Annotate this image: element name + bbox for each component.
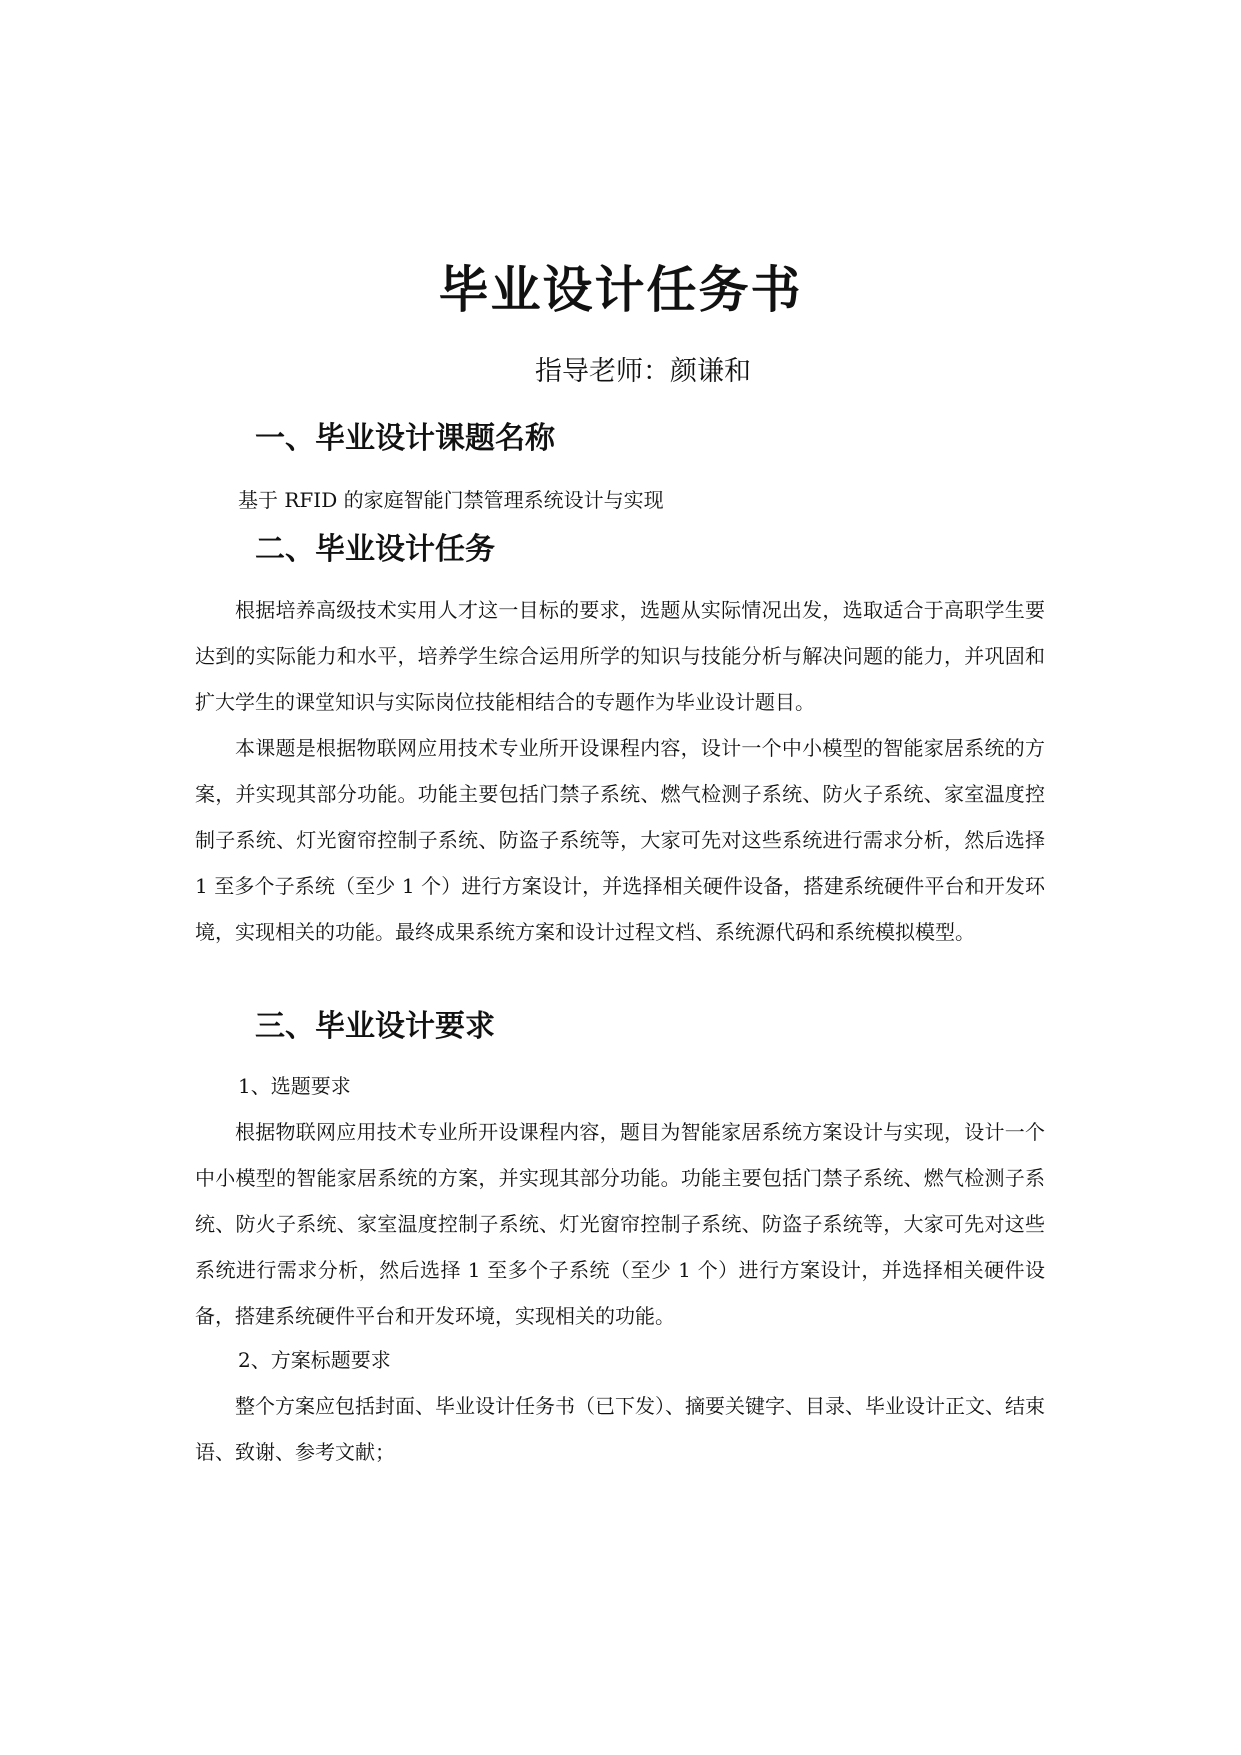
topic-name-value: 基于 RFID 的家庭智能门禁管理系统设计与实现 (238, 488, 664, 512)
section-heading-design-task: 二、毕业设计任务 (255, 532, 495, 567)
design-task-paragraph: 根据培养高级技术实用人才这一目标的要求，选题从实际情况出发，选取适合于高职学生要达到的实际能力和水平，培养学生综合运用所学的知识与技能分析与解决问题的能力，并巩固和扩大学生的课堂知识与实际岗位技能相结合的专题作为毕业设计题目。 (195, 598, 1045, 714)
section-heading-topic-name: 一、毕业设计课题名称 (255, 421, 555, 456)
document-title: 毕业设计任务书 (438, 261, 803, 319)
topic-selection-paragraph: 根据物联网应用技术专业所开设课程内容，题目为智能家居系统方案设计与实现，设计一个中小模型的智能家居系统的方案，并实现其部分功能。功能主要包括门禁子系统、燃气检测子系统、防火子系统、家室温度控制子系统、灯光窗帘控制子系统、防盗子系统等，大家可先对这些系统进行需求分析，然后选择 1 至多个子系统（至少 1 个）进行方案设计，并选择相关硬件设备，搭建系统硬件平台和开发环境，实现相关的功能。 (195, 1120, 1045, 1328)
subsection-label-topic-selection: 1、选题要求 (238, 1074, 351, 1098)
advisor-line: 指导老师：颜谦和 (535, 356, 751, 387)
plan-title-body (195, 1383, 1045, 1475)
plan-title-paragraph: 整个方案应包括封面、毕业设计任务书（已下发）、摘要关键字、目录、毕业设计正文、结束语、致谢、参考文献； (195, 1394, 1045, 1464)
subsection-label-plan-title: 2、方案标题要求 (238, 1348, 391, 1372)
section-heading-design-requirements: 三、毕业设计要求 (255, 1009, 495, 1044)
design-task-paragraph: 本课题是根据物联网应用技术专业所开设课程内容，设计一个中小模型的智能家居系统的方案，并实现其部分功能。功能主要包括门禁子系统、燃气检测子系统、防火子系统、家室温度控制子系统、灯光窗帘控制子系统、防盗子系统等，大家可先对这些系统进行需求分析，然后选择 1 至多个子系统（至少 1 个）进行方案设计，并选择相关硬件设备，搭建系统硬件平台和开发环境，实现相关的功能。最终成果系统方案和设计过程文档、系统源代码和系统模拟模型。 (195, 736, 1045, 944)
design-task-body (195, 587, 1045, 955)
topic-name-text (238, 477, 1038, 523)
topic-selection-body (195, 1109, 1045, 1339)
